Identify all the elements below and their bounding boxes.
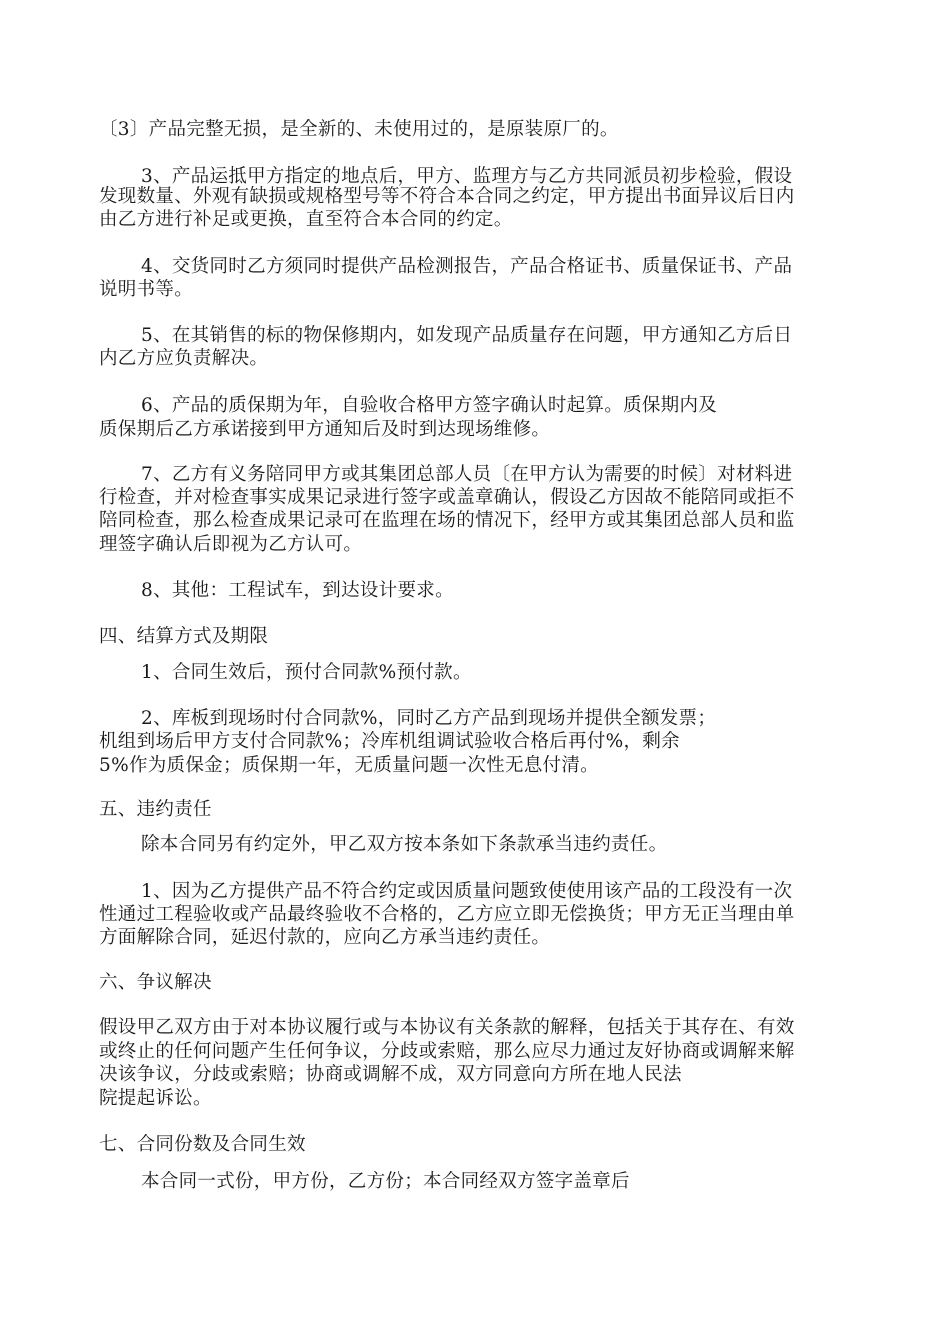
section-heading: 五、违约责任 <box>99 799 212 820</box>
text-line: 5%作为质保金；质保期一年，无质量问题一次性无息付清。 <box>99 755 599 776</box>
text-line: 性通过工程验收或产品最终验收不合格的，乙方应立即无偿换货；甲方无正当理由单 <box>99 904 795 925</box>
text-line: 发现数量、外观有缺损或规格型号等不符合本合同之约定，甲方提出书面异议后日内 <box>99 186 795 207</box>
section-heading: 四、结算方式及期限 <box>99 626 269 647</box>
text-line: 假设甲乙双方由于对本协议履行或与本协议有关条款的解释，包括关于其存在、有效 <box>99 1017 795 1038</box>
section-heading: 七、合同份数及合同生效 <box>99 1134 306 1155</box>
text-line: 内乙方应负责解决。 <box>99 348 269 369</box>
text-line: 决该争议，分歧或索赔；协商或调解不成，双方同意向方所在地人民法 <box>99 1064 682 1085</box>
text-line: 由乙方进行补足或更换，直至符合本合同的约定。 <box>99 209 513 230</box>
text-line: 7、乙方有义务陪同甲方或其集团总部人员〔在甲方认为需要的时候〕对材料进 <box>141 464 793 485</box>
text-line: 2、库板到现场时付合同款%，同时乙方产品到现场并提供全额发票； <box>141 708 717 729</box>
text-line: 质保期后乙方承诺接到甲方通知后及时到达现场维修。 <box>99 419 551 440</box>
text-line: 陪同检查，那么检查成果记录可在监理在场的情况下，经甲方或其集团总部人员和监 <box>99 510 795 531</box>
text-line: 或终止的任何问题产生任何争议，分歧或索赔，那么应尽力通过友好协商或调解来解 <box>99 1041 795 1062</box>
text-line: 5、在其销售的标的物保修期内，如发现产品质量存在问题，甲方通知乙方后日 <box>141 325 793 346</box>
text-line: 院提起诉讼。 <box>99 1088 212 1109</box>
section-heading: 六、争议解决 <box>99 972 212 993</box>
text-line: 方面解除合同，延迟付款的，应向乙方承当违约责任。 <box>99 927 551 948</box>
text-line: 8、其他：工程试车，到达设计要求。 <box>141 580 454 601</box>
text-line: 机组到场后甲方支付合同款%；冷库机组调试验收合格后再付%，剩余 <box>99 731 680 752</box>
text-line: 1、合同生效后，预付合同款%预付款。 <box>141 662 472 683</box>
text-line: 3、产品运抵甲方指定的地点后，甲方、监理方与乙方共同派员初步检验，假设 <box>141 166 793 187</box>
text-line: 6、产品的质保期为年，自验收合格甲方签字确认时起算。质保期内及 <box>141 395 718 416</box>
text-line: 1、因为乙方提供产品不符合约定或因质量问题致使使用该产品的工段没有一次 <box>141 881 793 902</box>
text-line: 本合同一式份，甲方份，乙方份；本合同经双方签字盖章后 <box>141 1171 630 1192</box>
text-line: 理签字确认后即视为乙方认可。 <box>99 534 363 555</box>
text-line: 除本合同另有约定外，甲乙双方按本条如下条款承当违约责任。 <box>141 834 668 855</box>
text-line: 4、交货同时乙方须同时提供产品检测报告，产品合格证书、质量保证书、产品 <box>141 256 793 277</box>
text-line: 〔3〕产品完整无损，是全新的、未使用过的，是原装原厂的。 <box>99 119 619 140</box>
text-line: 行检查，并对检查事实成果记录进行签字或盖章确认，假设乙方因故不能陪同或拒不 <box>99 487 795 508</box>
text-line: 说明书等。 <box>99 279 194 300</box>
